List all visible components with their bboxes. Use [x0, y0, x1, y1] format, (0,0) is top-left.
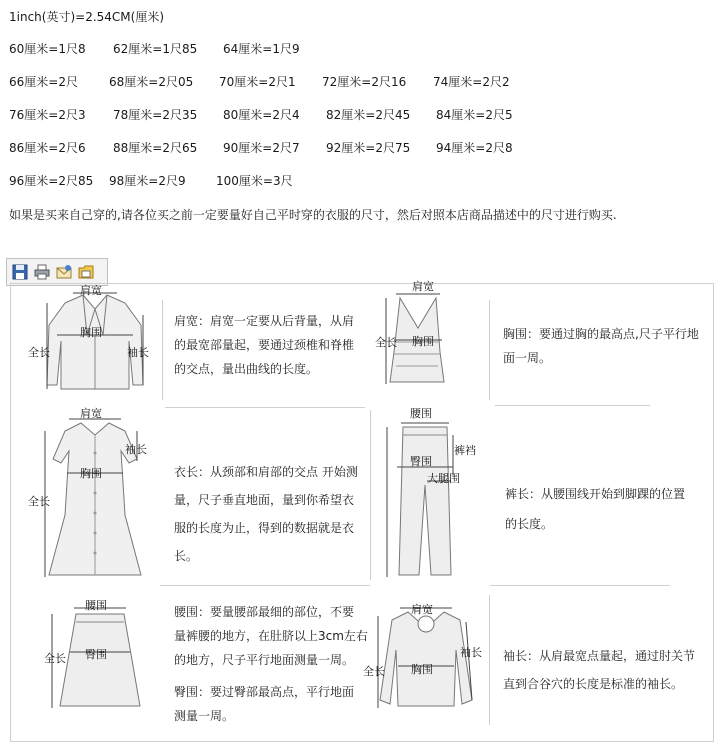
- conversion-item: 78厘米=2尺35: [113, 108, 198, 122]
- conversion-item: 80厘米=2尺4: [223, 108, 300, 122]
- chest-description: [503, 322, 699, 370]
- thigh-label: 大腿围: [427, 472, 460, 485]
- sweater-illustration: [372, 600, 482, 720]
- conversion-item: 90厘米=2尺7: [223, 141, 300, 155]
- chest-label: 胸围: [80, 326, 102, 339]
- desc-line: 的最宽部量起，要通过颈椎和脊椎: [174, 338, 355, 352]
- inch-conversion: 1inch(英寸)=2.54CM(厘米): [9, 10, 165, 24]
- desc-line: 的长度。: [505, 517, 554, 531]
- shoulder-label: 肩宽: [412, 280, 434, 293]
- chest-label: 胸围: [80, 467, 102, 480]
- conversion-item: 82厘米=2尺45: [326, 108, 411, 122]
- desc-line: 腰围：要量腰部最细的部位，不要: [174, 605, 355, 619]
- desc-line: 袖长：从肩最宽点量起，通过肘关节: [503, 649, 696, 663]
- divider: [489, 595, 490, 725]
- purchase-note: 如果是买来自己穿的,请各位买之前一定要量好自己平时穿的衣服的尺寸，然后对照本店商品描述中的尺寸进行购买.: [9, 208, 617, 222]
- desc-line: 服的长度为止，得到的数据就是衣: [174, 521, 355, 535]
- hip-label: 臀围: [410, 455, 432, 468]
- print-icon[interactable]: [33, 263, 51, 281]
- email-icon[interactable]: [55, 263, 73, 281]
- conversion-item: 68厘米=2尺05: [109, 75, 194, 89]
- desc-line: 胸围：要通过胸的最高点,尺子平行地: [503, 327, 699, 341]
- desc-line: 测量一周。: [174, 709, 235, 723]
- chest-label: 胸围: [411, 663, 433, 676]
- desc-line: 衣长：从颈部和肩部的交点 开始测: [174, 465, 358, 479]
- sleeve-label: 袖长: [127, 346, 149, 359]
- conversion-item: 64厘米=1尺9: [223, 42, 300, 56]
- divider: [370, 410, 371, 580]
- shoulder-label: 肩宽: [80, 284, 102, 297]
- conversion-item: 60厘米=1尺8: [9, 42, 86, 56]
- desc-line: 肩宽：肩宽一定要从后背量，从肩: [174, 314, 355, 328]
- hip-label: 臀围: [85, 648, 107, 661]
- desc-line: 量裤腰的地方，在肚脐以上3cm左右: [174, 629, 368, 643]
- conversion-item: 70厘米=2尺1: [219, 75, 296, 89]
- length-label: 全长: [363, 665, 385, 678]
- desc-line: 量，尺子垂直地面，量到你希望衣: [174, 493, 355, 507]
- divider: [165, 407, 365, 408]
- waist-label: 腰围: [85, 599, 107, 612]
- conversion-item: 88厘米=2尺65: [113, 141, 198, 155]
- sleeve-label: 袖长: [125, 443, 147, 456]
- pants-illustration: [375, 405, 485, 585]
- length-description: [174, 458, 358, 570]
- save-icon[interactable]: [11, 263, 29, 281]
- divider: [160, 585, 370, 586]
- divider: [490, 585, 670, 586]
- conversion-item: 86厘米=2尺6: [9, 141, 86, 155]
- desc-line: 长。: [174, 549, 199, 563]
- conversion-item: 100厘米=3尺: [216, 174, 293, 188]
- desc-line: 面一周。: [503, 351, 552, 365]
- length-label: 全长: [28, 346, 50, 359]
- conversion-item: 66厘米=2尺: [9, 75, 78, 89]
- desc-line: 臀围：要过臀部最高点，平行地面: [174, 685, 355, 699]
- shoulder-label: 肩宽: [411, 603, 433, 616]
- sleeve-label: 袖长: [460, 646, 482, 659]
- shoulder-description: [174, 309, 354, 381]
- conversion-item: 92厘米=2尺75: [326, 141, 411, 155]
- desc-line: 裤长：从腰围线开始到脚踝的位置: [505, 487, 686, 501]
- chest-label: 胸围: [412, 335, 434, 348]
- shoulder-label: 肩宽: [80, 407, 102, 420]
- waist-label: 腰围: [410, 407, 432, 420]
- desc-line: 直到合谷穴的长度是标准的袖长。: [503, 677, 684, 691]
- desc-line: 的地方，尺子平行地面测量一周。: [174, 653, 355, 667]
- conversion-item: 62厘米=1尺85: [113, 42, 198, 56]
- conversion-item: 96厘米=2尺85: [9, 174, 94, 188]
- folder-icon[interactable]: [77, 263, 95, 281]
- conversion-item: 76厘米=2尺3: [9, 108, 86, 122]
- length-label: 全长: [375, 336, 397, 349]
- pants-length-description: [505, 479, 685, 539]
- conversion-item: 74厘米=2尺2: [433, 75, 510, 89]
- conversion-item: 72厘米=2尺16: [322, 75, 407, 89]
- length-label: 全长: [44, 652, 66, 665]
- length-label: 全长: [28, 495, 50, 508]
- conversion-item: 84厘米=2尺5: [436, 108, 513, 122]
- sleeve-description: [503, 642, 695, 698]
- desc-line: 的交点，量出曲线的长度。: [174, 362, 319, 376]
- crotch-label: 裤裆: [454, 444, 476, 457]
- divider: [495, 405, 650, 406]
- conversion-item: 94厘米=2尺8: [436, 141, 513, 155]
- waist-hip-description: [174, 600, 368, 728]
- conversion-item: 98厘米=2尺9: [109, 174, 186, 188]
